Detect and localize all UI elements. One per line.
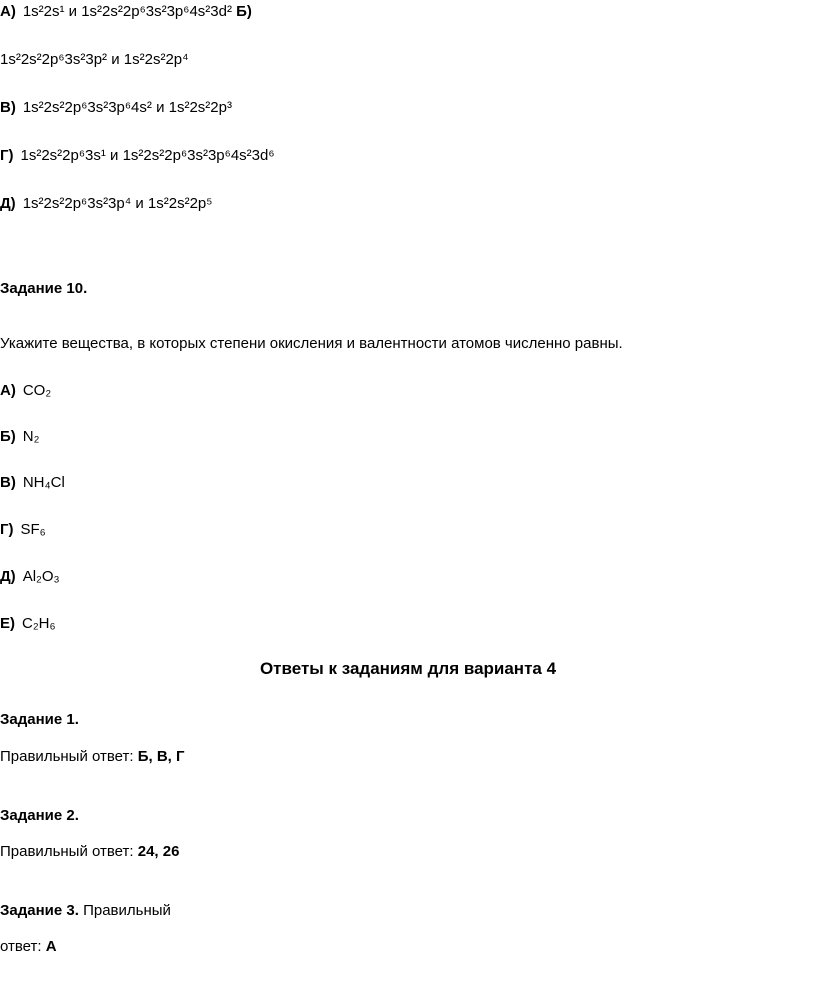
answer2-line	[0, 842, 179, 862]
option-label: Г)	[0, 147, 14, 164]
task10-option-b	[0, 427, 39, 447]
answer2-title	[0, 806, 79, 826]
option-text: Al₂O₃	[22, 568, 60, 585]
option-text: C₂H₆	[22, 615, 56, 632]
option-text: 1s²2s²2p⁶3s²3p⁶4s² и 1s²2s²2p³	[22, 99, 232, 116]
answer3-line	[0, 937, 57, 957]
option-label: В)	[0, 474, 16, 491]
option-text: 1s²2s²2p⁶3s²3p² и 1s²2s²2p⁴	[0, 51, 189, 68]
option-text: N₂	[22, 428, 40, 445]
task-title-text: Задание 3.	[0, 902, 79, 919]
option-label: Б)	[0, 428, 16, 445]
option-text: 1s²2s²2p⁶3s²3p⁴ и 1s²2s²2p⁵	[22, 195, 213, 212]
answer-suffix: Правильный	[78, 902, 171, 919]
answer-prefix: ответ:	[0, 938, 46, 955]
option-label: Е)	[0, 615, 15, 632]
option-label: В)	[0, 99, 16, 116]
task-title-text: Задание 10.	[0, 280, 88, 297]
option-a-line	[0, 2, 252, 22]
option-text: 1s²2s²2p⁶3s¹ и 1s²2s²2p⁶3s²3p⁶4s²3d⁶	[20, 147, 275, 164]
option-label: Б)	[236, 3, 252, 20]
option-label: А)	[0, 382, 16, 399]
answer-value: А	[45, 938, 57, 955]
task10-title	[0, 279, 87, 299]
answer-prefix: Правильный ответ:	[0, 748, 138, 765]
answer-value: 24, 26	[137, 843, 180, 860]
answer1-title	[0, 710, 79, 730]
task10-option-d	[0, 567, 60, 587]
answer-value: Б, В, Г	[137, 748, 185, 765]
task10-option-g	[0, 520, 46, 540]
option-d-line	[0, 194, 212, 214]
option-g-line	[0, 146, 275, 166]
option-label: А)	[0, 3, 16, 20]
task10-question: Укажите вещества, в которых степени окисления и валентности атомов численно равны.	[0, 335, 623, 352]
task10-option-a	[0, 381, 51, 401]
task-title-text: Задание 1.	[0, 711, 79, 728]
option-text: 1s²2s¹ и 1s²2s²2p⁶3s²3p⁶4s²3d²	[22, 3, 232, 20]
task10-option-e	[0, 614, 56, 634]
option-label: Г)	[0, 521, 14, 538]
option-text: CO₂	[22, 382, 52, 399]
answer3-title	[0, 901, 171, 921]
answer1-line	[0, 747, 185, 767]
option-v-line	[0, 98, 232, 118]
task10-option-v	[0, 473, 65, 493]
answers-heading: Ответы к заданиям для варианта 4	[259, 659, 557, 678]
option-label: Д)	[0, 568, 16, 585]
option-b-line	[0, 50, 189, 70]
task-title-text: Задание 2.	[0, 807, 79, 824]
option-text: NH₄Cl	[22, 474, 65, 491]
option-label: Д)	[0, 195, 16, 212]
option-text: SF₆	[20, 521, 46, 538]
answer-prefix: Правильный ответ:	[0, 843, 138, 860]
